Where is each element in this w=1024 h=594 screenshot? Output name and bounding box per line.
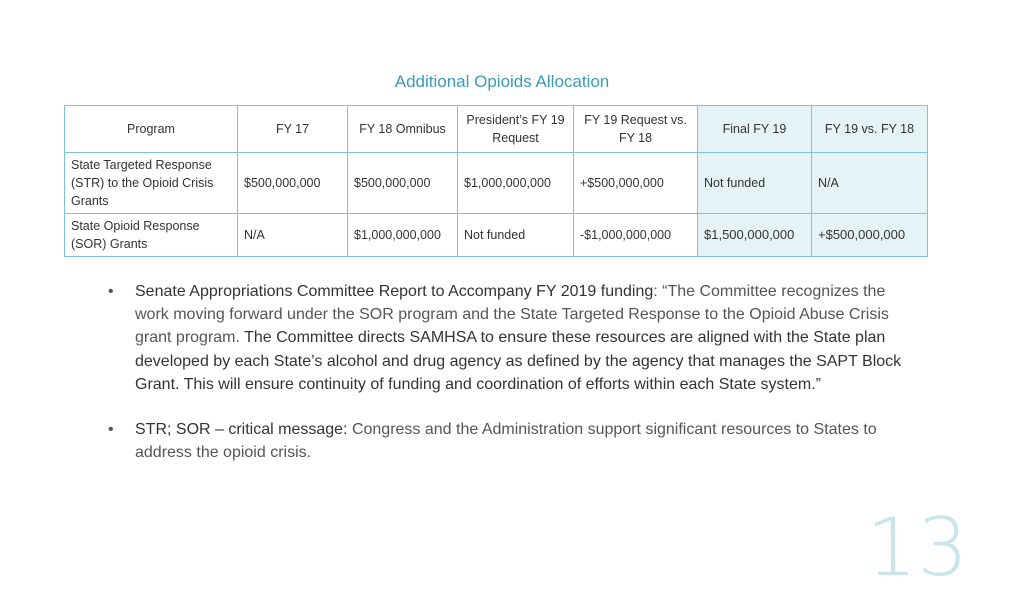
table-cell: $500,000,000 [238,153,348,214]
bullet-lead: STR; SOR – critical message: [135,421,348,439]
table-header-cell: FY 19 vs. FY 18 [812,106,928,153]
table-cell: State Targeted Response (STR) to the Opioid Crisis Grants [65,153,238,214]
table-header-cell: FY 17 [238,106,348,153]
slide-title: Additional Opioids Allocation [394,72,610,91]
table-cell: Not funded [458,214,574,257]
table-cell: $500,000,000 [348,153,458,214]
table-cell: $1,000,000,000 [458,153,574,214]
table-header-row [65,106,928,153]
table-cell: $1,000,000,000 [348,214,458,257]
bullet-lead-suffix: : [653,283,658,300]
table-cell: +$500,000,000 [574,153,698,214]
table-header-cell: FY 18 Omnibus [348,106,458,153]
bullet-list [108,280,918,486]
table-row [65,153,928,214]
page-number: 13 [866,501,968,594]
bullet-body: “The Committee recognizes the work moving forward under the SOR program and the State Targeted Response to the Opioid Abuse Crisis grant program. [135,283,889,347]
bullet-item [108,280,918,396]
table-header-cell: FY 19 Request vs. FY 18 [574,106,698,153]
table-cell: N/A [238,214,348,257]
bullet-marker: • [108,421,114,439]
table-cell: -$1,000,000,000 [574,214,698,257]
table-header-cell: Program [65,106,238,153]
bullet-marker: • [108,283,114,300]
allocation-table [64,105,928,257]
bullet-body: Congress and the Administration support significant resources to States to address the opioid crisis. [135,421,877,462]
table-cell: Not funded [698,153,812,214]
bullet-lead: Senate Appropriations Committee Report to Accompany FY 2019 funding [135,283,654,300]
bullet-item [108,418,918,464]
table-header-cell: Final FY 19 [698,106,812,153]
table-row [65,214,928,257]
bullet-emphasis: The Committee directs SAMHSA to ensure these resources are aligned with the State plan developed by each State’s alcohol and drug agency as defined by the agency that manages the SAPT Block Grant. This will ensure continuity of funding and coordination of efforts within each State system.” [135,329,902,393]
table-header-cell: President’s FY 19 Request [458,106,574,153]
table-cell: $1,500,000,000 [698,214,812,257]
table-cell: N/A [812,153,928,214]
table-cell: +$500,000,000 [812,214,928,257]
table-cell: State Opioid Response (SOR) Grants [65,214,238,257]
